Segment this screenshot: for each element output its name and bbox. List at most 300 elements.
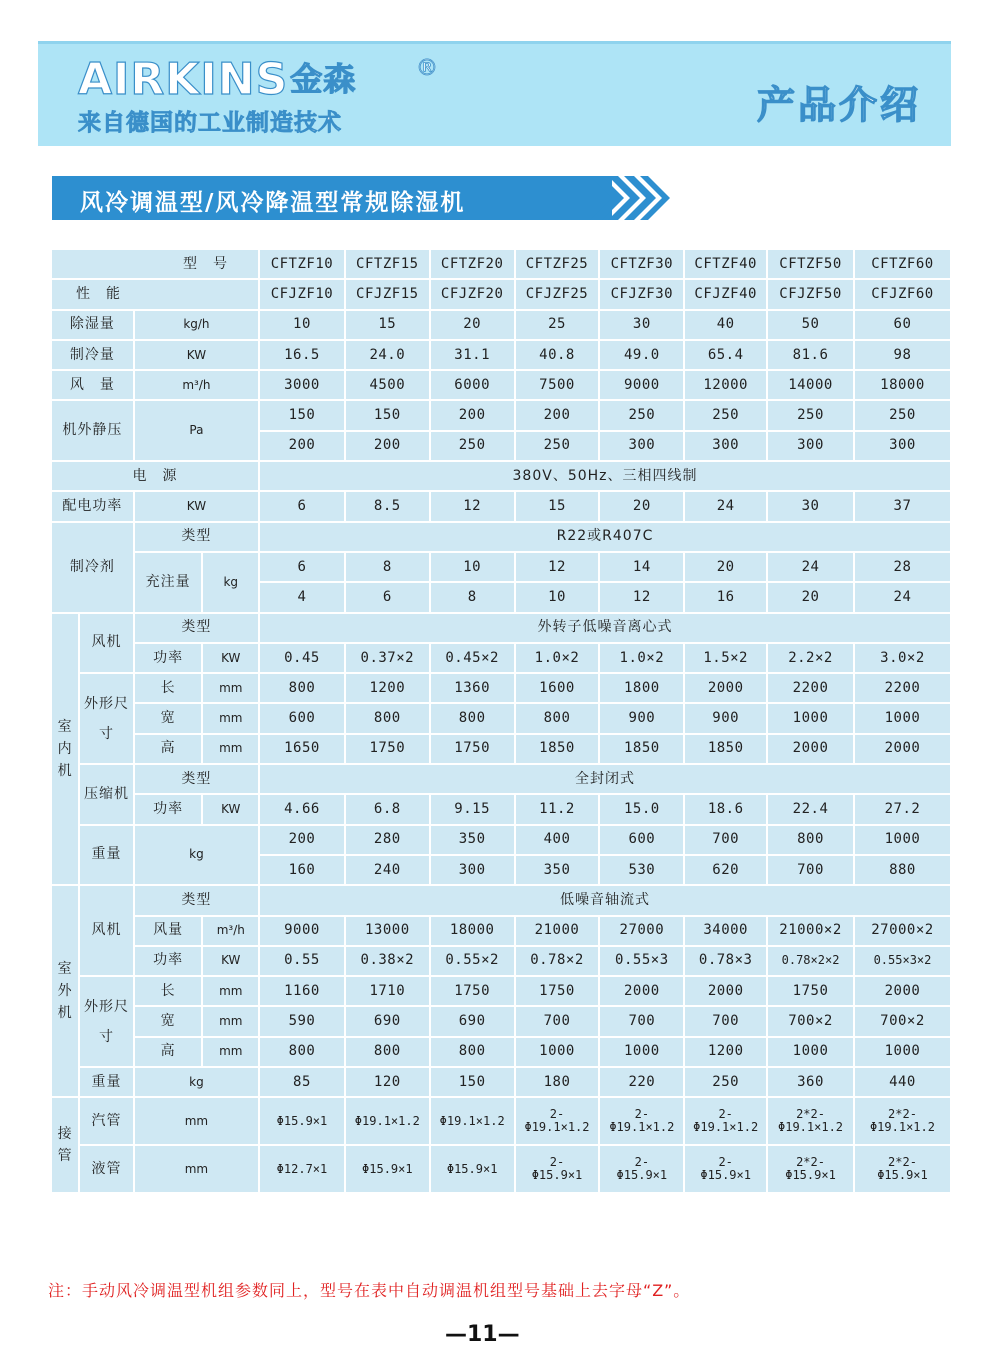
value-cell: 200 xyxy=(515,400,600,430)
value-cell: 6000 xyxy=(430,370,515,400)
value-cell: 1710 xyxy=(345,976,430,1006)
table-row-liquid-pipe xyxy=(51,1145,951,1193)
model-cell: CFTZF40 xyxy=(684,249,767,279)
value-cell: 1000 xyxy=(599,1037,684,1067)
model-cell: CFTZF25 xyxy=(515,249,600,279)
value-cell: 1000 xyxy=(767,703,854,733)
unit-cell: mm xyxy=(202,976,259,1006)
value-cell: 18.6 xyxy=(684,794,767,824)
value-cell: 250 xyxy=(684,400,767,430)
row-label: 机外静压 xyxy=(51,400,134,461)
power-supply-value: 380V、50Hz、三相四线制 xyxy=(259,461,951,491)
table-row-outdoor-weight xyxy=(51,1067,951,1097)
value-cell: 1750 xyxy=(767,976,854,1006)
unit-cell: mm xyxy=(202,1037,259,1067)
model-label: 型 号 xyxy=(51,249,259,279)
value-cell: 0.78×3 xyxy=(684,946,767,976)
value-cell: 81.6 xyxy=(767,340,854,370)
value-cell: 1600 xyxy=(515,673,600,703)
value-cell: 400 xyxy=(515,825,600,855)
value-cell: 11.2 xyxy=(515,794,600,824)
value-cell: 1750 xyxy=(345,734,430,764)
value-cell: 6 xyxy=(259,491,345,521)
value-cell: 300 xyxy=(767,431,854,461)
value-cell: 1.5×2 xyxy=(684,643,767,673)
value-cell: 3000 xyxy=(259,370,345,400)
value-cell: 1000 xyxy=(767,1037,854,1067)
value-cell: 180 xyxy=(515,1067,600,1097)
footnote: 注：手动风冷调温型机组参数同上，型号在表中自动调温机组型号基础上去字母“Z”。 xyxy=(48,1281,691,1300)
value-cell: 16 xyxy=(684,582,767,612)
table-row-indoor-fan-power xyxy=(51,643,951,673)
value-cell: 4500 xyxy=(345,370,430,400)
page-category: 产品介绍 xyxy=(756,83,921,127)
table-row-indoor-length xyxy=(51,673,951,703)
pipe-cell: Φ19.1×1.2 xyxy=(430,1097,515,1145)
value-cell: 200 xyxy=(259,431,345,461)
sub-label: 类型 xyxy=(134,885,259,915)
row-label: 制冷量 xyxy=(51,340,134,370)
table-row-outdoor-width xyxy=(51,1006,951,1036)
value-cell: 800 xyxy=(259,1037,345,1067)
value-cell: 350 xyxy=(430,825,515,855)
model-cell: CFTZF30 xyxy=(599,249,684,279)
value-cell: 10 xyxy=(430,552,515,582)
header-band xyxy=(38,41,951,146)
unit-cell: mm xyxy=(134,1097,259,1145)
value-cell: 9000 xyxy=(599,370,684,400)
pipe-cell: 2*2- Φ19.1×1.2 xyxy=(854,1097,951,1145)
value-cell: 20 xyxy=(684,552,767,582)
pipe-cell: 2*2- Φ15.9×1 xyxy=(854,1145,951,1193)
sub-label: 类型 xyxy=(134,522,259,552)
value-cell: 440 xyxy=(854,1067,951,1097)
value-cell: 360 xyxy=(767,1067,854,1097)
value-cell: 9000 xyxy=(259,916,345,946)
table-row-indoor-width xyxy=(51,703,951,733)
table-row-model-b xyxy=(51,279,951,309)
unit-cell: KW xyxy=(134,491,259,521)
value-cell: 16.5 xyxy=(259,340,345,370)
value-cell: 27000×2 xyxy=(854,916,951,946)
value-cell: 31.1 xyxy=(430,340,515,370)
value-cell: 220 xyxy=(599,1067,684,1097)
value-cell: 1850 xyxy=(515,734,600,764)
value-cell: 12 xyxy=(599,582,684,612)
table-row-gas-pipe xyxy=(51,1097,951,1145)
value-cell: 690 xyxy=(345,1006,430,1036)
value-cell: 700 xyxy=(684,825,767,855)
sub-label: 类型 xyxy=(134,764,259,794)
table-row-cooling xyxy=(51,340,951,370)
sub-label: 长 xyxy=(134,673,203,703)
pipe-cell: 2- Φ19.1×1.2 xyxy=(599,1097,684,1145)
value-cell: 40.8 xyxy=(515,340,600,370)
table-row-indoor-weight-a xyxy=(51,825,951,855)
value-cell: 880 xyxy=(854,855,951,885)
value-cell: 20 xyxy=(599,491,684,521)
value-cell: 20 xyxy=(430,310,515,340)
indoor-fan-type-value: 外转子低噪音离心式 xyxy=(259,613,951,643)
row-label: 液管 xyxy=(79,1145,134,1193)
value-cell: 18000 xyxy=(854,370,951,400)
value-cell: 28 xyxy=(854,552,951,582)
table-row-compressor-power xyxy=(51,794,951,824)
value-cell: 20 xyxy=(767,582,854,612)
sub-label: 宽 xyxy=(134,1006,203,1036)
outdoor-fan-type-value: 低噪音轴流式 xyxy=(259,885,951,915)
model-cell: CFJZF60 xyxy=(854,279,951,309)
value-cell: 1750 xyxy=(430,734,515,764)
value-cell: 12000 xyxy=(684,370,767,400)
value-cell: 2000 xyxy=(854,976,951,1006)
value-cell: 1000 xyxy=(854,1037,951,1067)
value-cell: 700 xyxy=(515,1006,600,1036)
table-row-outdoor-length xyxy=(51,976,951,1006)
value-cell: 800 xyxy=(259,673,345,703)
value-cell: 200 xyxy=(345,431,430,461)
row-label: 重量 xyxy=(79,1067,134,1097)
sub-label: 功率 xyxy=(134,794,203,824)
value-cell: 2200 xyxy=(854,673,951,703)
value-cell: 1000 xyxy=(854,703,951,733)
unit-cell: KW xyxy=(202,643,259,673)
model-cell: CFJZF20 xyxy=(430,279,515,309)
value-cell: 12 xyxy=(515,552,600,582)
value-cell: 30 xyxy=(767,491,854,521)
value-cell: 9.15 xyxy=(430,794,515,824)
title-stripes-icon xyxy=(590,176,670,220)
table-row-compressor-type xyxy=(51,764,951,794)
value-cell: 13000 xyxy=(345,916,430,946)
sub-label: 类型 xyxy=(134,613,259,643)
value-cell: 14000 xyxy=(767,370,854,400)
model-cell: CFJZF40 xyxy=(684,279,767,309)
sub-label: 功率 xyxy=(134,946,203,976)
value-cell: 27.2 xyxy=(854,794,951,824)
unit-cell: mm xyxy=(202,1006,259,1036)
unit-cell: kg/h xyxy=(134,310,259,340)
value-cell: 1800 xyxy=(599,673,684,703)
value-cell: 800 xyxy=(767,825,854,855)
value-cell: 300 xyxy=(599,431,684,461)
value-cell: 250 xyxy=(599,400,684,430)
value-cell: 250 xyxy=(430,431,515,461)
refrigerant-type-value: R22或R407C xyxy=(259,522,951,552)
table-row-power-supply xyxy=(51,461,951,491)
value-cell: 6 xyxy=(345,582,430,612)
value-cell: 6 xyxy=(259,552,345,582)
model-cell: CFJZF10 xyxy=(259,279,345,309)
value-cell: 150 xyxy=(430,1067,515,1097)
value-cell: 800 xyxy=(345,1037,430,1067)
value-cell: 160 xyxy=(259,855,345,885)
model-cell: CFTZF60 xyxy=(854,249,951,279)
compressor-type-value: 全封闭式 xyxy=(259,764,951,794)
table-row-dist-power xyxy=(51,491,951,521)
pipe-cell: 2- Φ19.1×1.2 xyxy=(684,1097,767,1145)
pipe-cell: Φ19.1×1.2 xyxy=(345,1097,430,1145)
value-cell: 37 xyxy=(854,491,951,521)
value-cell: 1.0×2 xyxy=(515,643,600,673)
value-cell: 1000 xyxy=(854,825,951,855)
table-row-refrigerant-type xyxy=(51,522,951,552)
value-cell: 1850 xyxy=(599,734,684,764)
value-cell: 2200 xyxy=(767,673,854,703)
value-cell: 1000 xyxy=(515,1037,600,1067)
pipe-cell: 2- Φ19.1×1.2 xyxy=(515,1097,600,1145)
value-cell: 21000 xyxy=(515,916,600,946)
model-cell: CFJZF15 xyxy=(345,279,430,309)
unit-cell: mm xyxy=(202,703,259,733)
value-cell: 8 xyxy=(345,552,430,582)
value-cell: 49.0 xyxy=(599,340,684,370)
section-title: 风冷调温型/风冷降温型常规除湿机 xyxy=(80,190,466,216)
value-cell: 0.45 xyxy=(259,643,345,673)
value-cell: 700×2 xyxy=(854,1006,951,1036)
value-cell: 150 xyxy=(345,400,430,430)
table-row-outdoor-fan-type xyxy=(51,885,951,915)
unit-cell: mm xyxy=(202,673,259,703)
value-cell: 12 xyxy=(430,491,515,521)
value-cell: 1.0×2 xyxy=(599,643,684,673)
unit-cell: mm xyxy=(202,734,259,764)
value-cell: 690 xyxy=(430,1006,515,1036)
value-cell: 1750 xyxy=(430,976,515,1006)
value-cell: 0.55×3 xyxy=(599,946,684,976)
table-row-static-a xyxy=(51,400,951,430)
sub-label: 长 xyxy=(134,976,203,1006)
sub-label: 高 xyxy=(134,1037,203,1067)
unit-cell: kg xyxy=(134,825,259,886)
value-cell: 1850 xyxy=(684,734,767,764)
value-cell: 1750 xyxy=(515,976,600,1006)
value-cell: 24 xyxy=(684,491,767,521)
unit-cell: KW xyxy=(134,340,259,370)
value-cell: 590 xyxy=(259,1006,345,1036)
model-cell: CFJZF25 xyxy=(515,279,600,309)
value-cell: 250 xyxy=(767,400,854,430)
value-cell: 2000 xyxy=(599,976,684,1006)
value-cell: 300 xyxy=(684,431,767,461)
row-label: 风机 xyxy=(79,885,134,976)
row-label: 压缩机 xyxy=(79,764,134,825)
value-cell: 1200 xyxy=(345,673,430,703)
value-cell: 600 xyxy=(599,825,684,855)
value-cell: 0.55 xyxy=(259,946,345,976)
value-cell: 15 xyxy=(345,310,430,340)
unit-cell: KW xyxy=(202,946,259,976)
unit-cell: kg xyxy=(134,1067,259,1097)
sub-label: 功率 xyxy=(134,643,203,673)
value-cell: 250 xyxy=(515,431,600,461)
table-row-dehumidification xyxy=(51,310,951,340)
value-cell: 30 xyxy=(599,310,684,340)
unit-cell: kg xyxy=(202,552,259,613)
value-cell: 700 xyxy=(599,1006,684,1036)
value-cell: 800 xyxy=(430,703,515,733)
table-row-model-a xyxy=(51,249,951,279)
spec-table-body xyxy=(51,249,951,1193)
row-label: 外形尺寸 xyxy=(79,976,134,1067)
pipe-cell: Φ15.9×1 xyxy=(345,1145,430,1193)
sub-label: 充注量 xyxy=(134,552,203,613)
sub-label: 高 xyxy=(134,734,203,764)
pipe-cell: 2- Φ15.9×1 xyxy=(599,1145,684,1193)
value-cell: 8 xyxy=(430,582,515,612)
value-cell: 250 xyxy=(854,400,951,430)
value-cell: 98 xyxy=(854,340,951,370)
value-cell: 700×2 xyxy=(767,1006,854,1036)
value-cell: 240 xyxy=(345,855,430,885)
model-cell: CFTZF15 xyxy=(345,249,430,279)
unit-cell: KW xyxy=(202,794,259,824)
pipe-label: 接管 xyxy=(51,1097,79,1193)
pipe-cell: Φ15.9×1 xyxy=(259,1097,345,1145)
row-label: 风 量 xyxy=(51,370,134,400)
slogan: 来自德国的工业制造技术 xyxy=(78,110,342,136)
value-cell: 27000 xyxy=(599,916,684,946)
model-cell: CFJZF30 xyxy=(599,279,684,309)
sub-label: 宽 xyxy=(134,703,203,733)
page-number: —11— xyxy=(445,1322,520,1347)
value-cell: 22.4 xyxy=(767,794,854,824)
pipe-cell: 2- Φ15.9×1 xyxy=(515,1145,600,1193)
value-cell: 200 xyxy=(259,825,345,855)
section-title-bar xyxy=(52,176,612,220)
table-row-airflow xyxy=(51,370,951,400)
value-cell: 600 xyxy=(259,703,345,733)
value-cell: 6.8 xyxy=(345,794,430,824)
value-cell: 50 xyxy=(767,310,854,340)
value-cell: 65.4 xyxy=(684,340,767,370)
value-cell: 8.5 xyxy=(345,491,430,521)
value-cell: 34000 xyxy=(684,916,767,946)
row-label: 除湿量 xyxy=(51,310,134,340)
value-cell: 700 xyxy=(684,1006,767,1036)
model-cell: CFTZF50 xyxy=(767,249,854,279)
value-cell: 900 xyxy=(599,703,684,733)
table-row-outdoor-fan-power xyxy=(51,946,951,976)
pipe-cell: Φ15.9×1 xyxy=(430,1145,515,1193)
model-cell: CFJZF50 xyxy=(767,279,854,309)
value-cell: 14 xyxy=(599,552,684,582)
value-cell: 2000 xyxy=(854,734,951,764)
value-cell: 350 xyxy=(515,855,600,885)
pipe-cell: 2*2- Φ15.9×1 xyxy=(767,1145,854,1193)
value-cell: 150 xyxy=(259,400,345,430)
unit-cell: m³/h xyxy=(134,370,259,400)
row-label: 电 源 xyxy=(51,461,259,491)
value-cell: 700 xyxy=(767,855,854,885)
value-cell: 0.45×2 xyxy=(430,643,515,673)
outdoor-unit-label: 室外机 xyxy=(51,885,79,1097)
value-cell: 0.38×2 xyxy=(345,946,430,976)
pipe-cell: Φ12.7×1 xyxy=(259,1145,345,1193)
value-cell: 10 xyxy=(515,582,600,612)
value-cell: 800 xyxy=(515,703,600,733)
value-cell: 0.37×2 xyxy=(345,643,430,673)
value-cell: 10 xyxy=(259,310,345,340)
value-cell: 1650 xyxy=(259,734,345,764)
registered-mark: ® xyxy=(416,56,438,81)
unit-cell: m³/h xyxy=(202,916,259,946)
value-cell: 24.0 xyxy=(345,340,430,370)
value-cell: 300 xyxy=(854,431,951,461)
table-row-outdoor-fan-air xyxy=(51,916,951,946)
value-cell: 530 xyxy=(599,855,684,885)
value-cell: 0.78×2×2 xyxy=(767,946,854,976)
unit-cell: mm xyxy=(134,1145,259,1193)
spec-table xyxy=(50,248,952,1194)
table-row-indoor-fan-type xyxy=(51,613,951,643)
value-cell: 250 xyxy=(684,1067,767,1097)
value-cell: 60 xyxy=(854,310,951,340)
value-cell: 15 xyxy=(515,491,600,521)
value-cell: 18000 xyxy=(430,916,515,946)
value-cell: 0.55×3×2 xyxy=(854,946,951,976)
value-cell: 4.66 xyxy=(259,794,345,824)
value-cell: 4 xyxy=(259,582,345,612)
value-cell: 85 xyxy=(259,1067,345,1097)
unit-cell: Pa xyxy=(134,400,259,461)
row-label: 配电功率 xyxy=(51,491,134,521)
value-cell: 24 xyxy=(767,552,854,582)
value-cell: 200 xyxy=(430,400,515,430)
value-cell: 300 xyxy=(430,855,515,885)
row-label: 重量 xyxy=(79,825,134,886)
value-cell: 280 xyxy=(345,825,430,855)
performance-label: 性 能 xyxy=(51,279,259,309)
value-cell: 800 xyxy=(345,703,430,733)
row-label: 外形尺寸 xyxy=(79,673,134,764)
table-row-refrigerant-charge-a xyxy=(51,552,951,582)
value-cell: 0.78×2 xyxy=(515,946,600,976)
value-cell: 3.0×2 xyxy=(854,643,951,673)
indoor-unit-label: 室内机 xyxy=(51,613,79,886)
row-label: 制冷剂 xyxy=(51,522,134,613)
sub-label: 风量 xyxy=(134,916,203,946)
value-cell: 2000 xyxy=(684,976,767,1006)
value-cell: 2000 xyxy=(767,734,854,764)
value-cell: 25 xyxy=(515,310,600,340)
value-cell: 1160 xyxy=(259,976,345,1006)
value-cell: 15.0 xyxy=(599,794,684,824)
value-cell: 2.2×2 xyxy=(767,643,854,673)
table-row-indoor-height xyxy=(51,734,951,764)
pipe-cell: 2- Φ15.9×1 xyxy=(684,1145,767,1193)
pipe-cell: 2*2- Φ19.1×1.2 xyxy=(767,1097,854,1145)
row-label: 汽管 xyxy=(79,1097,134,1145)
value-cell: 1360 xyxy=(430,673,515,703)
value-cell: 1200 xyxy=(684,1037,767,1067)
model-cell: CFTZF20 xyxy=(430,249,515,279)
row-label: 风机 xyxy=(79,613,134,674)
value-cell: 800 xyxy=(430,1037,515,1067)
value-cell: 900 xyxy=(684,703,767,733)
table-row-outdoor-height xyxy=(51,1037,951,1067)
value-cell: 7500 xyxy=(515,370,600,400)
value-cell: 40 xyxy=(684,310,767,340)
brand-logo: AIRKINS金森 xyxy=(78,54,357,105)
value-cell: 21000×2 xyxy=(767,916,854,946)
value-cell: 24 xyxy=(854,582,951,612)
value-cell: 0.55×2 xyxy=(430,946,515,976)
value-cell: 2000 xyxy=(684,673,767,703)
model-cell: CFTZF10 xyxy=(259,249,345,279)
value-cell: 120 xyxy=(345,1067,430,1097)
value-cell: 620 xyxy=(684,855,767,885)
